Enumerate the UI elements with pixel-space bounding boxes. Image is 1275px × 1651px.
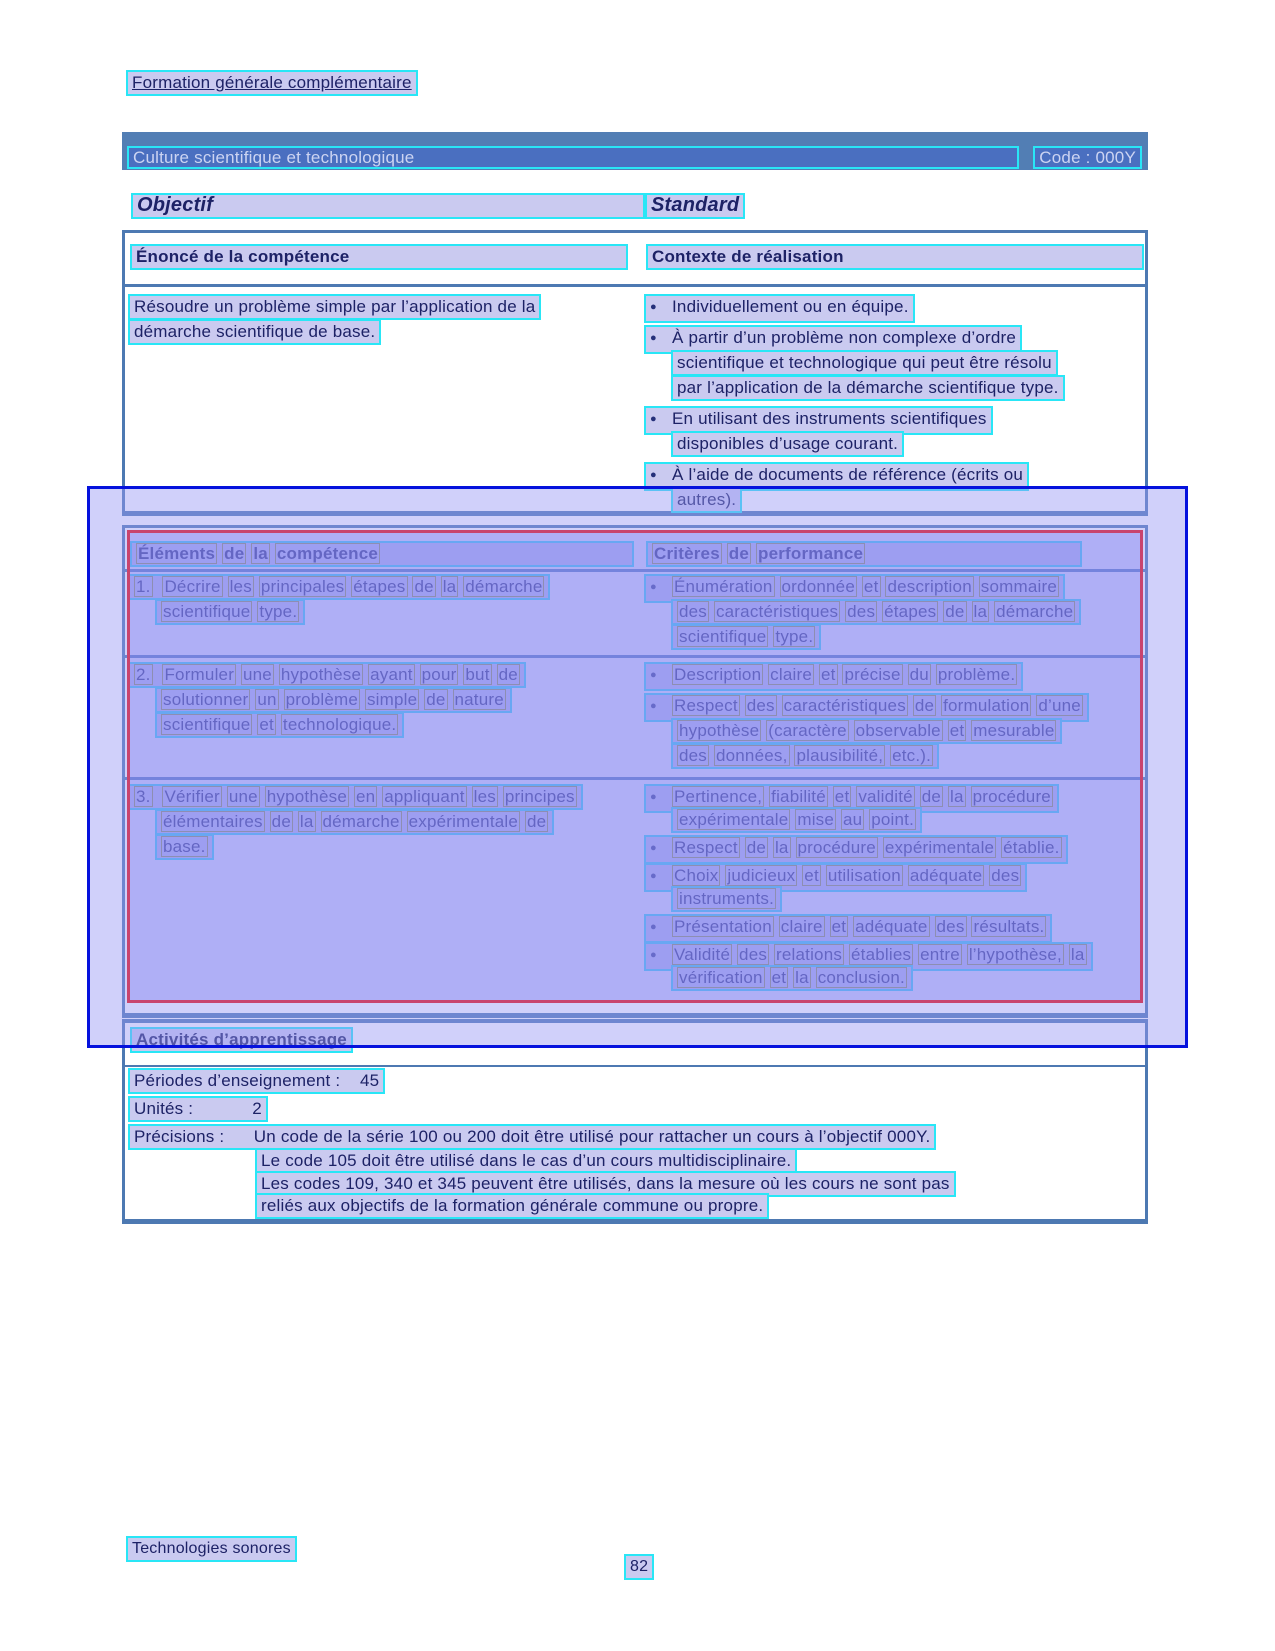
criteria-item — [644, 835, 1149, 858]
word-box: la — [774, 838, 789, 857]
word-box: données, — [715, 746, 788, 765]
criteria-row-3 — [644, 784, 1149, 993]
statement-line: Résoudre un problème simple par l’application de la — [128, 294, 541, 320]
element-line — [128, 574, 550, 600]
word-box: des — [847, 602, 876, 621]
context-line: scientifique et technologique qui peut être résolu — [671, 350, 1058, 376]
word-box: but — [465, 665, 490, 684]
criteria-line — [672, 664, 1017, 685]
word-box: adéquate — [909, 866, 983, 885]
word-box: une — [243, 665, 272, 684]
elements-right-header — [646, 541, 1082, 567]
word-box: de — [414, 577, 434, 596]
bullet-icon — [650, 409, 672, 431]
word-box: les — [229, 577, 252, 596]
word-box: technologique. — [282, 715, 397, 734]
word-box: de — [921, 787, 942, 806]
word-box: judicieux — [727, 866, 796, 885]
activities-precisions-line4 — [255, 1193, 769, 1219]
element-row-2 — [128, 662, 608, 737]
word-box: de — [746, 838, 767, 857]
word-box: conclusion. — [817, 968, 905, 987]
criteria-item — [644, 662, 1149, 687]
footer-section-title: Technologies sonores — [126, 1536, 297, 1562]
word-box: démarche — [322, 812, 400, 831]
criteria-item — [644, 942, 1149, 988]
elements-left-header — [130, 541, 634, 567]
criteria-line — [671, 624, 821, 650]
word-box: du — [909, 665, 929, 684]
word-box: des — [746, 696, 775, 715]
word-box: validité — [858, 787, 913, 806]
word-box: Choix — [674, 866, 719, 885]
element-line — [155, 687, 512, 713]
word-box: scientifique — [163, 602, 251, 621]
criteria-line — [671, 965, 913, 991]
word-box: les — [473, 787, 496, 806]
element-row-3 — [128, 784, 608, 859]
word-box: et — [804, 866, 819, 885]
word-box: Critères — [654, 544, 720, 563]
word-box: et — [259, 715, 274, 734]
word-box: des — [679, 746, 708, 765]
bullet-icon — [650, 838, 672, 860]
word-box: élémentaires — [163, 812, 263, 831]
word-box: problème. — [937, 665, 1016, 684]
criteria-line — [672, 576, 1059, 597]
word-box: simple — [366, 690, 418, 709]
criteria-line — [672, 916, 1046, 937]
word-box: de — [271, 812, 291, 831]
word-box: vérification — [679, 968, 763, 987]
word-box: description — [887, 577, 972, 596]
element-line — [155, 712, 404, 738]
context-list — [644, 294, 1149, 518]
word-box: un — [257, 690, 277, 709]
word-box: et — [834, 787, 850, 806]
word-box: scientifique — [163, 715, 251, 734]
word-box: étapes — [353, 577, 406, 596]
objectif-heading: Objectif — [131, 193, 645, 219]
context-line: disponibles d’usage courant. — [671, 431, 904, 457]
word-box: mesurable — [973, 721, 1055, 740]
bullet-icon — [650, 577, 672, 599]
precisions-line: reliés aux objectifs de la formation générale commune ou propre. — [255, 1193, 769, 1219]
word-box: ayant — [370, 665, 413, 684]
criteria-line — [671, 718, 1062, 744]
word-box: des — [991, 866, 1020, 885]
word-box: et — [771, 968, 787, 987]
word-box: de — [728, 544, 750, 563]
bullet-icon — [650, 665, 672, 687]
word-box: problème — [285, 690, 359, 709]
word-box: expérimentale — [408, 812, 519, 831]
bullet-icon — [650, 917, 672, 939]
activities-header-separator — [125, 1065, 1145, 1067]
header-bar — [122, 132, 1148, 170]
word-box: compétence — [276, 544, 379, 563]
criteria-line — [671, 807, 922, 833]
word-box: relations — [776, 945, 843, 964]
page-number: 82 — [624, 1554, 654, 1580]
element-line — [128, 784, 583, 810]
criteria-item — [644, 574, 1149, 649]
precisions-line: Les codes 109, 340 et 345 peuvent être utilisés, dans la mesure où les cours ne sont pas — [255, 1171, 956, 1197]
word-box: hypothèse — [266, 787, 348, 806]
word-box: une — [228, 787, 258, 806]
word-box: ordonnée — [781, 577, 855, 596]
context-line: Individuellement ou en équipe. — [672, 297, 909, 316]
word-box: l’hypothèse, — [968, 945, 1062, 964]
document-title — [126, 70, 418, 96]
criteria-line — [672, 786, 1053, 807]
word-box: caractéristiques — [715, 602, 839, 621]
competence-statement — [128, 294, 608, 344]
bullet-icon — [650, 696, 672, 718]
course-title: Culture scientifique et technologique — [127, 146, 1019, 169]
word-box: caractéristiques — [783, 696, 906, 715]
criteria-line — [671, 599, 1081, 625]
criteria-line — [672, 695, 1083, 716]
word-box: la — [950, 787, 964, 806]
bullet-icon — [650, 787, 672, 809]
criteria-item — [644, 693, 1149, 768]
word-box: des — [679, 602, 708, 621]
context-item — [644, 406, 1149, 456]
precisions-line: Le code 105 doit être utilisé dans le cas d’un cours multidisciplinaire. — [255, 1148, 797, 1174]
precisions-line: Précisions : Un code de la série 100 ou 200 doit être utilisé pour rattacher un cours à l’objectif 000Y. — [128, 1124, 936, 1150]
criteria-line — [671, 743, 939, 769]
bullet-icon — [650, 866, 672, 888]
word-box: principales — [260, 577, 345, 596]
word-box: résultats. — [973, 917, 1045, 936]
word-box: de — [914, 696, 935, 715]
word-box: sommaire — [980, 577, 1058, 596]
word-box: expérimentale — [679, 810, 789, 829]
word-box: scientifique — [679, 627, 767, 646]
word-box: Présentation — [674, 917, 772, 936]
word-box: étapes — [884, 602, 937, 621]
word-box: pour — [421, 665, 457, 684]
word-box: de — [526, 812, 547, 831]
context-line: par l’application de la démarche scientifique type. — [671, 375, 1065, 401]
criteria-row-2 — [644, 662, 1149, 774]
criteria-item — [644, 784, 1149, 830]
element-line — [155, 809, 554, 835]
word-box: des — [739, 945, 768, 964]
activities-header: Activités d’apprentissage — [130, 1027, 353, 1053]
word-box: la — [299, 812, 314, 831]
word-box: solutionner — [163, 690, 249, 709]
bullet-icon — [650, 297, 672, 319]
word-box: type. — [259, 602, 298, 621]
word-box: de — [945, 602, 965, 621]
word-box: Décrire — [164, 577, 221, 596]
word-box: la — [795, 968, 809, 987]
criteria-item — [644, 863, 1149, 909]
criteria-line — [672, 944, 1087, 965]
criteria-line — [672, 865, 1021, 886]
criteria-line — [671, 886, 782, 912]
table2-header-separator — [125, 569, 1145, 572]
word-box: formulation — [943, 696, 1030, 715]
word-box: Respect — [674, 696, 738, 715]
criteria-row-1 — [644, 574, 1149, 655]
word-box: Validité — [674, 945, 731, 964]
table2-row-separator — [125, 777, 1145, 780]
word-box: établie. — [1003, 838, 1060, 857]
table2-row-separator — [125, 655, 1145, 658]
activities-precisions — [128, 1124, 936, 1150]
bullet-icon — [650, 465, 672, 487]
word-box: utilisation — [827, 866, 901, 885]
word-box: (caractère — [768, 721, 847, 740]
context-line: En utilisant des instruments scientifiques — [672, 409, 987, 428]
context-line: À partir d’un problème non complexe d’ordre — [672, 328, 1017, 347]
competence-left-header: Énoncé de la compétence — [130, 244, 628, 270]
word-box: claire — [770, 665, 812, 684]
word-box: et — [831, 917, 847, 936]
word-box: base. — [163, 837, 206, 856]
word-box: d’une — [1038, 696, 1081, 715]
bullet-icon — [650, 328, 672, 350]
standard-heading: Standard — [645, 193, 745, 219]
word-box: observable — [855, 721, 941, 740]
word-box: Vérifier — [164, 787, 220, 806]
word-box: hypothèse — [280, 665, 362, 684]
element-row-1 — [128, 574, 608, 624]
context-item — [644, 294, 1149, 319]
course-code: Code : 000Y — [1033, 146, 1142, 169]
word-box: type. — [775, 627, 814, 646]
element-line — [155, 834, 214, 860]
document-title-text: Formation générale complémentaire — [126, 70, 418, 96]
word-box: claire — [780, 917, 823, 936]
word-box: appliquant — [384, 787, 465, 806]
word-box: plausibilité, — [796, 746, 884, 765]
word-box: point. — [871, 810, 915, 829]
word-box: instruments. — [679, 889, 774, 908]
context-item — [644, 462, 1149, 512]
word-box: principes — [504, 787, 575, 806]
word-box: la — [973, 602, 988, 621]
context-line: À l’aide de documents de référence (écrits ou — [672, 465, 1024, 484]
competence-right-header: Contexte de réalisation — [646, 244, 1144, 270]
word-box: de — [498, 665, 518, 684]
statement-line: démarche scientifique de base. — [128, 319, 381, 345]
word-box: établies — [851, 945, 912, 964]
word-box: procédure — [972, 787, 1051, 806]
word-box: procédure — [797, 838, 876, 857]
element-line — [128, 662, 526, 688]
word-box: Formuler — [164, 665, 235, 684]
word-box: démarche — [996, 602, 1074, 621]
context-line: autres). — [671, 487, 742, 513]
word-box: Énumération — [674, 577, 773, 596]
word-box: au — [842, 810, 863, 829]
word-box: 1. — [136, 577, 151, 596]
word-box: etc.). — [892, 746, 932, 765]
word-box: adéquate — [855, 917, 928, 936]
word-box: entre — [920, 945, 960, 964]
word-box: 2. — [136, 665, 151, 684]
word-box: démarche — [465, 577, 543, 596]
word-box: expérimentale — [884, 838, 995, 857]
word-box: précise — [844, 665, 901, 684]
word-box: performance — [757, 544, 864, 563]
word-box: de — [224, 544, 245, 563]
objectif-standard-row — [131, 193, 745, 219]
word-box: la — [1070, 945, 1085, 964]
bullet-icon — [650, 945, 672, 967]
word-box: Pertinence, — [674, 787, 763, 806]
word-box: de — [426, 690, 446, 709]
word-box: Description — [674, 665, 762, 684]
word-box: mise — [797, 810, 835, 829]
word-box: et — [949, 721, 965, 740]
activities-periods: Périodes d’enseignement : 45 — [128, 1068, 385, 1094]
criteria-item — [644, 914, 1149, 937]
word-box: et — [820, 665, 836, 684]
context-item — [644, 325, 1149, 400]
element-line — [155, 599, 305, 625]
criteria-line — [672, 837, 1062, 858]
word-box: et — [863, 577, 879, 596]
word-box: Éléments — [138, 544, 216, 563]
word-box: en — [355, 787, 376, 806]
word-box: nature — [454, 690, 504, 709]
word-box: Respect — [674, 838, 738, 857]
word-box: la — [253, 544, 268, 563]
word-box: 3. — [136, 787, 151, 806]
word-box: la — [442, 577, 457, 596]
table1-header-separator — [125, 284, 1145, 287]
activities-units: Unités : 2 — [128, 1096, 268, 1122]
word-box: des — [936, 917, 965, 936]
word-box: fiabilité — [771, 787, 826, 806]
word-box: hypothèse — [679, 721, 760, 740]
